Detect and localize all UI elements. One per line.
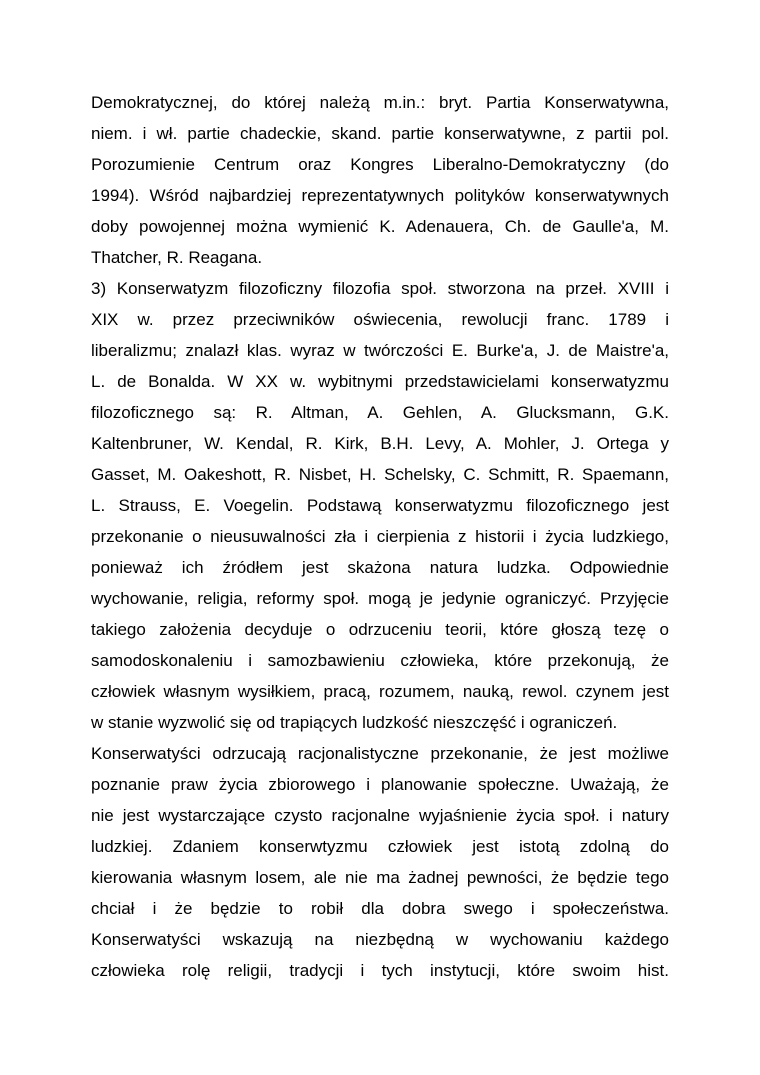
text-line: niem. i wł. partie chadeckie, skand. partie konserwatywne, z partii pol. [91,124,669,143]
text-line: człowiek własnym wysiłkiem, pracą, rozumem, nauką, rewol. czynem jest [91,682,669,701]
text-line: ponieważ ich źródłem jest skażona natura ludzka. Odpowiednie [91,558,669,577]
text-line: 1994). Wśród najbardziej reprezentatywnych polityków konserwatywnych [91,186,669,205]
text-line: w stanie wyzwolić się od trapiących ludzkość nieszczęść i ograniczeń. [91,713,618,732]
text-line: takiego założenia decyduje o odrzuceniu teorii, które głoszą tezę o [91,620,669,639]
text-line: poznanie praw życia zbiorowego i planowanie społeczne. Uważają, że [91,775,669,794]
text-line: Konserwatyści odrzucają racjonalistyczne przekonanie, że jest możliwe [91,744,669,763]
text-line: chciał i że będzie to robił dla dobra swego i społeczeństwa. [91,899,669,918]
text-line: Porozumienie Centrum oraz Kongres Liberalno-Demokratyczny (do [91,155,669,174]
text-line: Kaltenbruner, W. Kendal, R. Kirk, B.H. Levy, A. Mohler, J. Ortega y [91,434,669,453]
text-line: człowieka rolę religii, tradycji i tych instytucji, które swoim hist. [91,961,669,980]
text-line: wychowanie, religia, reformy społ. mogą je jedynie ograniczyć. Przyjęcie [91,589,669,608]
text-line: L. de Bonalda. W XX w. wybitnymi przedstawicielami konserwatyzmu [91,372,669,391]
text-line: doby powojennej można wymienić K. Adenauera, Ch. de Gaulle'a, M. [91,217,669,236]
text-line: filozoficznego są: R. Altman, A. Gehlen, A. Glucksmann, G.K. [91,403,669,422]
text-line: nie jest wystarczające czysto racjonalne wyjaśnienie życia społ. i natury [91,806,669,825]
text-line: L. Strauss, E. Voegelin. Podstawą konserwatyzmu filozoficznego jest [91,496,669,515]
text-line: Konserwatyści wskazują na niezbędną w wychowaniu każdego [91,930,669,949]
text-line: Thatcher, R. Reagana. [91,248,263,267]
text-line: 3) Konserwatyzm filozoficzny filozofia społ. stworzona na przeł. XVIII i [91,279,669,298]
text-line: ludzkiej. Zdaniem konserwtyzmu człowiek jest istotą zdolną do [91,837,669,856]
text-line: Gasset, M. Oakeshott, R. Nisbet, H. Schelsky, C. Schmitt, R. Spaemann, [91,465,669,484]
text-line: Demokratycznej, do której należą m.in.: bryt. Partia Konserwatywna, [91,93,669,112]
text-line: XIX w. przez przeciwników oświecenia, rewolucji franc. 1789 i [91,310,669,329]
text-line: przekonanie o nieusuwalności zła i cierpienia z historii i życia ludzkiego, [91,527,669,546]
text-line: kierowania własnym losem, ale nie ma żadnej pewności, że będzie tego [91,868,669,887]
document-body-text [91,87,669,986]
text-line: liberalizmu; znalazł klas. wyraz w twórczości E. Burke'a, J. de Maistre'a, [91,341,669,360]
text-line: samodoskonaleniu i samozbawieniu człowieka, które przekonują, że [91,651,669,670]
